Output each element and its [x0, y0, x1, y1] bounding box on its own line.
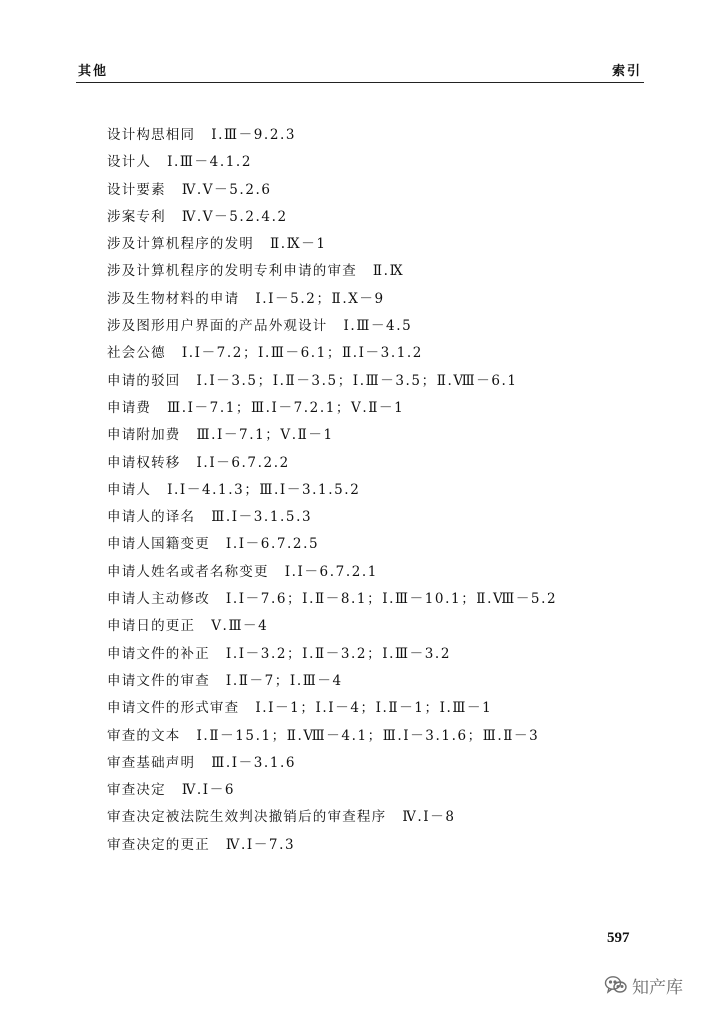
index-term: 申请人主动修改: [107, 591, 210, 608]
index-term: 审查基础声明: [107, 754, 196, 771]
index-entry: [107, 286, 667, 313]
index-reference: Ⅰ.Ⅰ－3.5；Ⅰ.Ⅱ－3.5；Ⅰ.Ⅲ－3.5；Ⅱ.Ⅷ－6.1: [196, 372, 518, 389]
index-reference: Ⅳ.Ⅰ－6: [181, 782, 236, 799]
index-term: 涉案专利: [107, 208, 166, 225]
index-term: 涉及计算机程序的发明专利申请的审查: [107, 263, 357, 280]
index-entry: [107, 395, 667, 422]
index-term: 申请文件的补正: [107, 645, 210, 662]
index-entry: [107, 368, 667, 395]
index-term: 社会公德: [107, 345, 166, 362]
index-entry: [107, 313, 667, 340]
index-term: 申请权转移: [107, 454, 181, 471]
index-term: 申请人国籍变更: [107, 536, 210, 553]
index-entry: [107, 750, 667, 777]
watermark-text: 知产库: [632, 977, 683, 998]
index-entry: [107, 177, 667, 204]
index-term: 涉及图形用户界面的产品外观设计: [107, 318, 328, 335]
index-entry: [107, 559, 667, 586]
index-term: 申请人姓名或者名称变更: [107, 563, 269, 580]
index-reference: Ⅰ.Ⅰ－4.1.3；Ⅲ.Ⅰ－3.1.5.2: [167, 481, 361, 498]
index-entry: [107, 477, 667, 504]
index-reference: Ⅰ.Ⅰ－6.7.2.1: [284, 563, 378, 580]
index-reference: Ⅰ.Ⅲ－4.5: [343, 318, 413, 335]
index-term: 审查决定: [107, 782, 166, 799]
index-reference: Ⅰ.Ⅰ－3.2；Ⅰ.Ⅱ－3.2；Ⅰ.Ⅲ－3.2: [225, 645, 452, 662]
index-entry: [107, 231, 667, 258]
index-term: 审查决定被法院生效判决撤销后的审查程序: [107, 809, 387, 826]
index-term: 审查的文本: [107, 727, 181, 744]
index-reference: Ⅰ.Ⅰ－7.6；Ⅰ.Ⅱ－8.1；Ⅰ.Ⅲ－10.1；Ⅱ.Ⅷ－5.2: [225, 591, 558, 608]
index-term: 涉及生物材料的申请: [107, 290, 240, 307]
index-entry: [107, 641, 667, 668]
index-entry: [107, 832, 667, 859]
index-entry: [107, 122, 667, 149]
index-reference: Ⅰ.Ⅰ－6.7.2.2: [196, 454, 290, 471]
index-reference: Ⅲ.Ⅰ－3.1.5.3: [211, 509, 313, 526]
index-entry: [107, 504, 667, 531]
index-entry: [107, 777, 667, 804]
index-reference: Ⅲ.Ⅰ－7.1；Ⅴ.Ⅱ－1: [196, 427, 334, 444]
index-entry: [107, 258, 667, 285]
index-entry: [107, 804, 667, 831]
index-entry: [107, 531, 667, 558]
index-entry: [107, 340, 667, 367]
index-reference: Ⅳ.Ⅰ－7.3: [225, 836, 296, 853]
index-entry: [107, 204, 667, 231]
index-term: 申请附加费: [107, 427, 181, 444]
index-reference: Ⅳ.Ⅴ－5.2.4.2: [181, 208, 288, 225]
index-term: 申请文件的形式审查: [107, 700, 240, 717]
index-entry: [107, 668, 667, 695]
index-term: 申请的驳回: [107, 372, 181, 389]
index-reference: Ⅰ.Ⅲ－9.2.3: [211, 127, 297, 143]
index-reference: Ⅱ.Ⅸ－1: [270, 236, 327, 253]
index-term: 设计要素: [107, 181, 166, 198]
index-reference: Ⅰ.Ⅱ－7；Ⅰ.Ⅲ－4: [225, 672, 343, 689]
index-reference: Ⅰ.Ⅱ－15.1；Ⅱ.Ⅷ－4.1；Ⅲ.Ⅰ－3.1.6；Ⅲ.Ⅱ－3: [196, 727, 540, 744]
index-entry: [107, 586, 667, 613]
index-term: 设计人: [107, 154, 152, 171]
index-reference: Ⅳ.Ⅰ－8: [402, 809, 456, 826]
index-reference: Ⅰ.Ⅲ－4.1.2: [167, 154, 253, 171]
index-term: 申请费: [107, 399, 152, 416]
index-entry-list: [107, 122, 667, 859]
index-term: 申请人的译名: [107, 509, 196, 526]
index-term: 申请日的更正: [107, 618, 196, 635]
index-entry: [107, 613, 667, 640]
index-reference: Ⅰ.Ⅰ－6.7.2.5: [225, 536, 320, 553]
index-reference: Ⅰ.Ⅰ－1；Ⅰ.Ⅰ－4；Ⅰ.Ⅱ－1；Ⅰ.Ⅲ－1: [255, 700, 493, 717]
index-reference: Ⅰ.Ⅰ－5.2；Ⅱ.Ⅹ－9: [255, 290, 385, 307]
index-reference: Ⅲ.Ⅰ－3.1.6: [211, 754, 297, 771]
index-entry: [107, 422, 667, 449]
index-entry: [107, 723, 667, 750]
index-reference: Ⅱ.Ⅸ: [372, 263, 405, 280]
index-entry: [107, 149, 667, 176]
page-number: 597: [607, 930, 630, 946]
wechat-icon: [604, 974, 628, 996]
watermark: [604, 972, 683, 998]
header-index-label: 索引: [611, 64, 642, 79]
index-term: 审查决定的更正: [107, 836, 210, 853]
index-entry: [107, 695, 667, 722]
index-reference: Ⅰ.Ⅰ－7.2；Ⅰ.Ⅲ－6.1；Ⅱ.Ⅰ－3.1.2: [181, 345, 424, 362]
page-header: [76, 58, 644, 83]
index-reference: Ⅳ.Ⅴ－5.2.6: [181, 181, 272, 198]
index-term: 涉及计算机程序的发明: [107, 236, 254, 253]
index-term: 设计构思相同: [107, 127, 196, 143]
index-reference: Ⅲ.Ⅰ－7.1；Ⅲ.Ⅰ－7.2.1；Ⅴ.Ⅱ－1: [167, 399, 405, 416]
index-entry: [107, 450, 667, 477]
header-section-label: 其他: [78, 64, 109, 79]
index-reference: Ⅴ.Ⅲ－4: [211, 618, 269, 635]
index-term: 申请人: [107, 481, 152, 498]
index-term: 申请文件的审查: [107, 672, 210, 689]
